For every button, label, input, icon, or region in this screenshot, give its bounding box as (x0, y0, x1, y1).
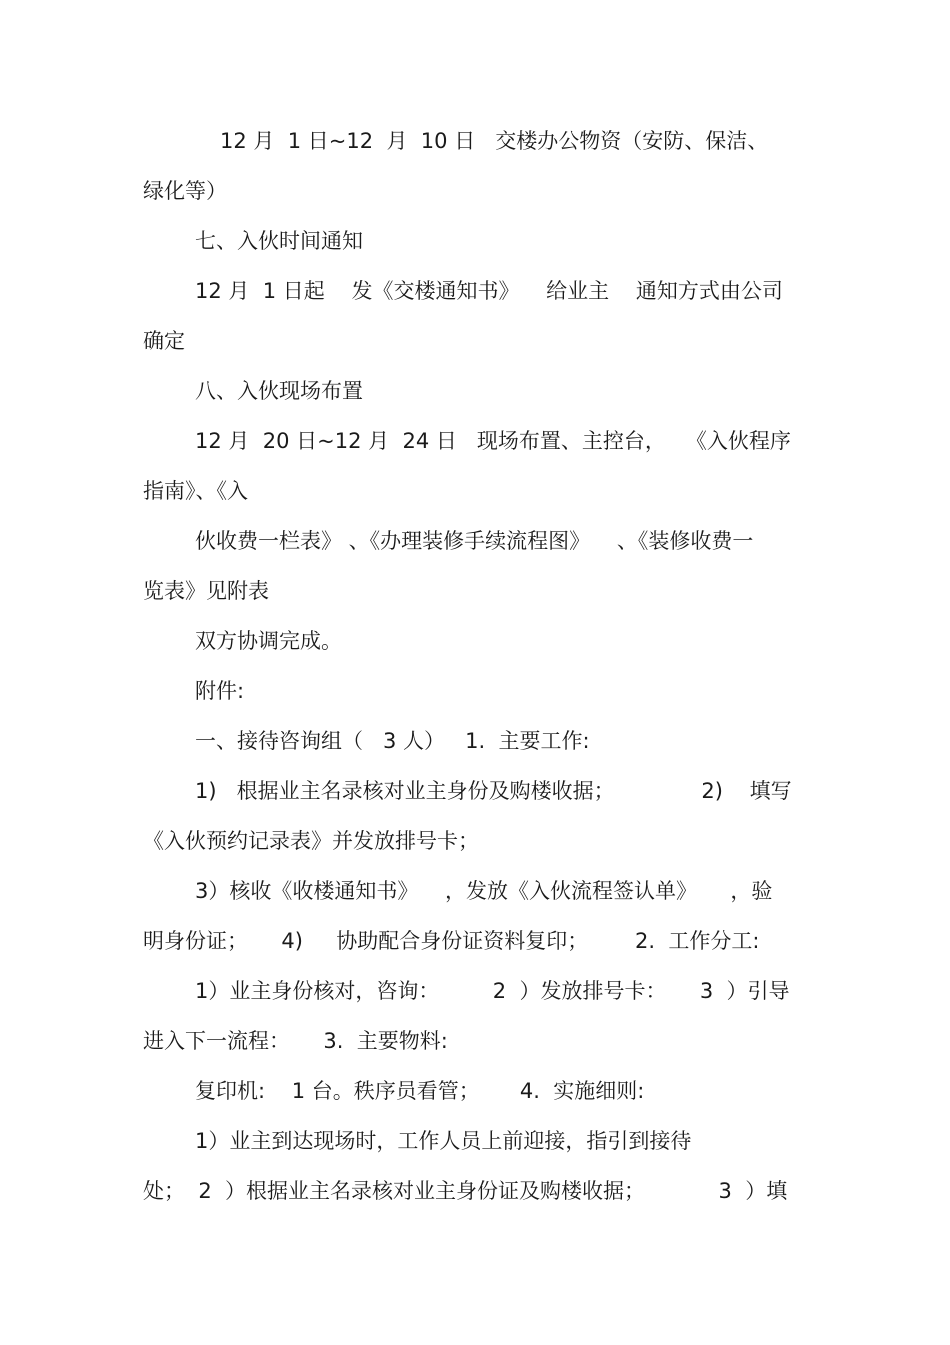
section-heading: 一、接待咨询组（ 3 人） 1. 主要工作: (195, 729, 590, 753)
text-line: 确定 (143, 329, 185, 353)
section-heading: 八、入伙现场布置 (195, 379, 363, 403)
text-line: 《入伙预约记录表》并发放排号卡； (143, 829, 479, 853)
text-line: 附件: (195, 679, 245, 703)
text-line: 12 月 1 日起 发《交楼通知书》 给业主 通知方式由公司 (195, 279, 783, 303)
text-line: 览表》见附表 (143, 579, 269, 603)
text-line: 1）业主到达现场时，工作人员上前迎接，指引到接待 (195, 1129, 692, 1153)
text-line: 明身份证； 4) 协助配合身份证资料复印； 2. 工作分工: (143, 929, 760, 953)
text-line: 1）业主身份核对，咨询： 2 ）发放排号卡： 3 ）引导 (195, 979, 790, 1003)
section-heading: 七、入伙时间通知 (195, 229, 363, 253)
text-line: 12 月 1 日~12 月 10 日 交楼办公物资（安防、保洁、 (220, 129, 769, 153)
text-line: 处； 2 ）根据业主名录核对业主身份证及购楼收据； 3 ）填 (143, 1179, 788, 1203)
text-line: 3）核收《收楼通知书》 ，发放《入伙流程签认单》 ，验 (195, 879, 773, 903)
text-line: 伙收费一栏表》 、《办理装修手续流程图》 、《装修收费一 (195, 529, 754, 553)
text-line: 进入下一流程： 3. 主要物料: (143, 1029, 448, 1053)
text-line: 绿化等） (143, 179, 227, 203)
text-line: 复印机: 1 台。秩序员看管； 4. 实施细则: (195, 1079, 645, 1103)
text-line: 指南》、《入 (143, 479, 248, 503)
text-line: 12 月 20 日~12 月 24 日 现场布置、主控台， 《入伙程序 (195, 429, 791, 453)
text-line: 1) 根据业主名录核对业主身份及购楼收据； 2) 填写 (195, 779, 792, 803)
text-line: 双方协调完成。 (195, 629, 342, 653)
